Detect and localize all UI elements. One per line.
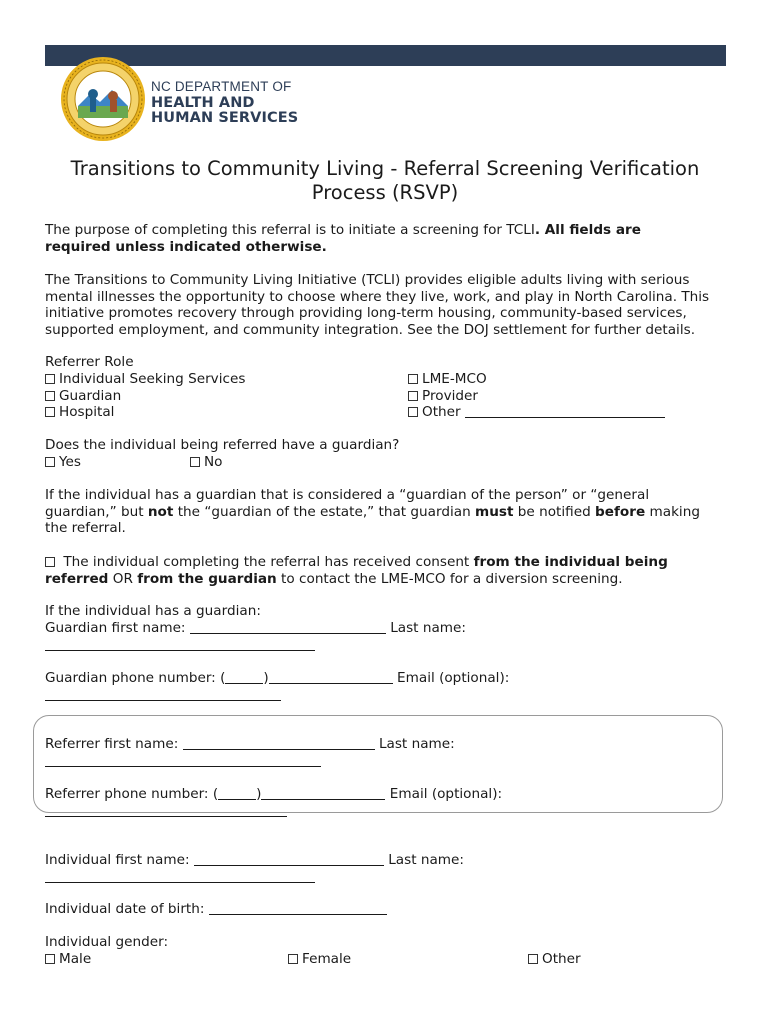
no-label: No bbox=[204, 454, 223, 470]
referrer-area-code-input[interactable] bbox=[218, 787, 256, 800]
individual-first-name-input[interactable] bbox=[194, 853, 384, 866]
checkbox[interactable] bbox=[190, 457, 200, 467]
guardian-email-row bbox=[45, 687, 735, 704]
individual-name-row bbox=[45, 852, 735, 869]
consent-bold: from the individual being bbox=[473, 554, 668, 570]
role-option-label: Guardian bbox=[59, 388, 122, 404]
guardian-phone-input[interactable] bbox=[269, 671, 393, 684]
checkbox[interactable] bbox=[45, 457, 55, 467]
guardian-last-name-row bbox=[45, 637, 735, 654]
referrer-first-name-label: Referrer first name: bbox=[45, 736, 179, 752]
dept-line-2: HEALTH AND bbox=[151, 94, 255, 111]
individual-last-name-input[interactable] bbox=[45, 870, 315, 883]
header-bar bbox=[45, 45, 726, 66]
consent-text: OR bbox=[108, 570, 138, 587]
role-option-individual[interactable] bbox=[45, 371, 385, 388]
referrer-name-row bbox=[45, 736, 735, 753]
guardian-last-name-input[interactable] bbox=[45, 638, 315, 651]
guardian-no-option[interactable] bbox=[190, 454, 330, 471]
referrer-last-name-label: Last name: bbox=[378, 736, 455, 752]
referrer-email-label: Email (optional): bbox=[389, 786, 503, 802]
individual-gender-label: Individual gender: bbox=[45, 934, 169, 950]
checkbox[interactable] bbox=[45, 374, 55, 384]
notice-line-2 bbox=[45, 504, 735, 521]
role-option-label: Other bbox=[422, 404, 461, 420]
guardian-email-label: Email (optional): bbox=[397, 670, 510, 686]
referrer-phone-label: Referrer phone number: ( bbox=[45, 786, 219, 802]
intro-line-2: mental illnesses the opportunity to choose where they live, work, and play in North Carolina. This bbox=[45, 288, 710, 305]
guardian-phone-label: Guardian phone number: ( bbox=[45, 670, 226, 686]
notice-bold-before: before bbox=[595, 503, 646, 520]
checkbox[interactable] bbox=[45, 391, 55, 401]
checkbox[interactable] bbox=[288, 954, 298, 964]
checkbox[interactable] bbox=[45, 407, 55, 417]
role-option-label: LME-MCO bbox=[422, 371, 487, 387]
paren: ) bbox=[263, 670, 269, 686]
referrer-phone-row bbox=[45, 786, 735, 803]
consent-statement bbox=[45, 554, 735, 587]
consent-bold: referred bbox=[45, 570, 109, 587]
notice-bold-not: not bbox=[147, 503, 174, 520]
checkbox[interactable] bbox=[45, 954, 55, 964]
nc-state-seal-logo bbox=[60, 56, 146, 142]
checkbox[interactable] bbox=[408, 391, 418, 401]
checkbox[interactable] bbox=[408, 374, 418, 384]
notice-text: guardian,” but bbox=[45, 503, 148, 520]
role-option-guardian[interactable] bbox=[45, 388, 385, 405]
paren: ) bbox=[256, 786, 262, 802]
title-line-2: Process (RSVP) bbox=[311, 181, 459, 204]
referrer-last-name-input[interactable] bbox=[45, 754, 321, 767]
other-role-input[interactable] bbox=[465, 405, 665, 418]
gender-label: Other bbox=[542, 951, 581, 967]
intro-line-4: supported employment, and community integration. See the DOJ settlement for further details. bbox=[45, 321, 696, 338]
role-option-other[interactable] bbox=[408, 404, 708, 421]
notice-line-3: the referral. bbox=[45, 520, 126, 536]
consent-text: to contact the LME-MCO for a diversion screening. bbox=[276, 570, 623, 587]
guardian-question: Does the individual being referred have a guardian? bbox=[45, 437, 400, 453]
gender-label: Female bbox=[302, 951, 352, 967]
intro-line-3: initiative promotes recovery through providing long-term housing, community-based services, bbox=[45, 305, 687, 321]
notice-text: the “guardian of the estate,” that guardian bbox=[173, 503, 476, 520]
individual-dob-input[interactable] bbox=[209, 902, 387, 915]
guardian-area-code-input[interactable] bbox=[225, 671, 263, 684]
guardian-last-name-label: Last name: bbox=[390, 620, 466, 636]
intro-paragraph bbox=[45, 272, 735, 338]
gender-label: Male bbox=[59, 951, 92, 967]
guardian-yes-option[interactable] bbox=[45, 454, 185, 471]
guardian-email-input[interactable] bbox=[45, 688, 281, 701]
yes-label: Yes bbox=[59, 454, 81, 470]
guardian-first-name-input[interactable] bbox=[190, 621, 386, 634]
role-option-hospital[interactable] bbox=[45, 404, 385, 421]
intro-line-1: The Transitions to Community Living Initiative (TCLI) provides eligible adults living with serious bbox=[45, 272, 690, 288]
guardian-first-name-label: Guardian first name: bbox=[45, 620, 186, 636]
purpose-text: The purpose of completing this referral is to initiate a screening for TCLI bbox=[45, 222, 535, 238]
role-option-label: Hospital bbox=[59, 404, 115, 420]
consent-text: The individual completing the referral has received consent bbox=[59, 554, 474, 570]
referrer-email-row bbox=[45, 803, 735, 820]
page-title bbox=[40, 157, 730, 205]
guardian-name-row bbox=[45, 620, 735, 637]
referrer-email-input[interactable] bbox=[45, 804, 287, 817]
consent-bold: from the guardian bbox=[137, 570, 277, 587]
checkbox[interactable] bbox=[408, 407, 418, 417]
gender-option-other[interactable] bbox=[528, 951, 728, 968]
individual-dob-row bbox=[45, 901, 735, 918]
checkbox[interactable] bbox=[528, 954, 538, 964]
notice-text: making bbox=[645, 503, 700, 520]
role-option-label: Provider bbox=[422, 388, 478, 404]
guardian-phone-row bbox=[45, 670, 735, 687]
role-option-lme-mco[interactable] bbox=[408, 371, 708, 388]
referrer-role-label: Referrer Role bbox=[45, 354, 134, 370]
dept-line-3: HUMAN SERVICES bbox=[151, 110, 299, 126]
individual-last-name-label: Last name: bbox=[388, 852, 464, 868]
referrer-phone-input[interactable] bbox=[261, 787, 385, 800]
referrer-last-name-row bbox=[45, 753, 735, 770]
notice-text: be notified bbox=[513, 503, 596, 520]
purpose-paragraph bbox=[45, 222, 735, 255]
guardian-fields-intro: If the individual has a guardian: bbox=[45, 603, 261, 619]
referrer-first-name-input[interactable] bbox=[183, 737, 375, 750]
individual-first-name-label: Individual first name: bbox=[45, 852, 190, 868]
department-wordmark bbox=[151, 80, 298, 126]
role-option-provider[interactable] bbox=[408, 388, 708, 405]
purpose-bold-2: required unless indicated otherwise. bbox=[45, 238, 327, 255]
dept-line-1: NC DEPARTMENT OF bbox=[151, 79, 292, 94]
notice-bold-must: must bbox=[475, 503, 514, 520]
individual-dob-label: Individual date of birth: bbox=[45, 901, 205, 917]
purpose-bold-1: . All fields are bbox=[534, 222, 641, 238]
individual-last-name-row bbox=[45, 869, 735, 886]
consent-checkbox[interactable] bbox=[45, 557, 55, 567]
role-option-label: Individual Seeking Services bbox=[59, 371, 246, 387]
title-line-1: Transitions to Community Living - Referral Screening Verification bbox=[70, 157, 700, 180]
gender-option-female[interactable] bbox=[288, 951, 488, 968]
guardian-notice bbox=[45, 487, 735, 537]
gender-option-male[interactable] bbox=[45, 951, 245, 968]
notice-line-1: If the individual has a guardian that is considered a “guardian of the person” or “general bbox=[45, 487, 650, 503]
